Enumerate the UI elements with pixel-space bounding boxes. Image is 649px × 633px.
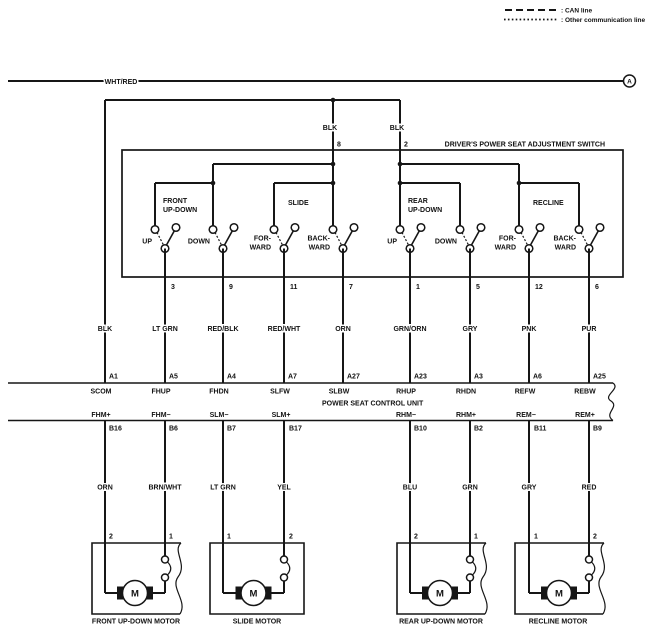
junction-dot — [398, 181, 403, 186]
a-pin: A25 — [593, 373, 606, 381]
motor-left-wires — [105, 421, 529, 594]
signal-rhup: RHUP — [396, 388, 416, 396]
action-down-label: DOWN — [434, 238, 457, 246]
wire-color: LT GRN — [152, 326, 178, 333]
signal-fhup: FHUP — [151, 388, 171, 396]
switch-box-title: DRIVER'S POWER SEAT ADJUSTMENT SWITCH — [444, 141, 605, 149]
b-pin: B9 — [593, 425, 602, 433]
pin-3: 3 — [171, 284, 175, 291]
b-pin: B6 — [169, 425, 178, 433]
pin-9: 9 — [229, 284, 233, 291]
group-slide: SLIDE — [288, 200, 309, 207]
motor-box-torn-edge — [176, 543, 182, 614]
signal-fhdn: FHDN — [209, 388, 229, 396]
motor-name: RECLINE MOTOR — [528, 618, 588, 626]
signal-slfw: SLFW — [270, 388, 290, 396]
junction-dot — [331, 162, 336, 167]
pin-11: 11 — [290, 284, 298, 291]
motor-box-torn-edge — [599, 543, 605, 614]
motor-pin: 1 — [227, 533, 231, 541]
action-backward-l2: WARD — [554, 244, 576, 252]
signal-slbw: SLBW — [328, 388, 350, 396]
motor-pin: 1 — [534, 533, 538, 541]
switch-rear-down — [435, 224, 485, 253]
wire-color: PUR — [581, 326, 597, 333]
action-backward-l1: BACK- — [553, 235, 576, 243]
a-pin: A5 — [169, 373, 178, 381]
wire-color: GRY — [462, 326, 478, 333]
group-recline: RECLINE — [533, 200, 564, 207]
group-rear-updown-l1: REAR — [408, 198, 428, 205]
pin-6: 6 — [595, 284, 599, 291]
motor-pin: 1 — [169, 533, 173, 541]
motor-right-wires — [165, 421, 589, 594]
b-pin: B11 — [534, 425, 547, 433]
left-feed-rails — [155, 164, 333, 230]
switch-front-down — [188, 224, 238, 253]
a-pin: A4 — [227, 373, 236, 381]
motor-pin: 2 — [289, 533, 293, 541]
a-pin: A23 — [414, 373, 427, 381]
signal-rhm-plus: RHM+ — [455, 412, 477, 419]
signal-slm-plus: SLM+ — [271, 412, 291, 419]
motor-name: SLIDE MOTOR — [232, 618, 282, 626]
wire-color: ORN — [335, 326, 351, 333]
a-pin: A7 — [288, 373, 297, 381]
switch-slide-backward — [307, 224, 357, 253]
action-up-label: UP — [387, 238, 397, 246]
signal-rhm-minus: RHM− — [395, 412, 417, 419]
motor-m-label: M — [249, 588, 258, 600]
connector-terminal — [281, 574, 288, 581]
switch-recline-backward — [553, 224, 603, 253]
connector-terminal — [586, 556, 593, 563]
motor-m-label: M — [436, 588, 444, 600]
switch-slide-forward — [250, 224, 299, 253]
signal-slm-minus: SLM− — [209, 412, 229, 419]
connector-arc — [592, 562, 595, 575]
pin-12: 12 — [535, 284, 543, 291]
slide-motor — [210, 543, 304, 626]
signal-refw: REFW — [514, 388, 536, 396]
action-forward-l2: WARD — [249, 244, 271, 252]
motor-pin: 1 — [474, 533, 478, 541]
wire-color: YEL — [277, 484, 291, 492]
pin-7: 7 — [349, 284, 353, 291]
signal-fhm-minus: FHM− — [151, 412, 171, 419]
motor-name: FRONT UP-DOWN MOTOR — [91, 618, 181, 626]
a-pin: A27 — [347, 373, 360, 381]
connector-terminal — [586, 574, 593, 581]
wire-color: RED/WHT — [267, 326, 301, 333]
wire-color: RED/BLK — [207, 326, 239, 333]
signal-rem-plus: REM+ — [575, 412, 595, 419]
switch-output-wires — [98, 249, 599, 384]
connector-arc — [168, 562, 171, 575]
b-pin: B16 — [109, 425, 122, 433]
action-backward-l1: BACK- — [307, 235, 330, 243]
driver-seat-switch-box — [122, 142, 623, 278]
wire-color: LT GRN — [210, 484, 236, 492]
wire-color: BLK — [97, 326, 113, 333]
legend-can-label: : CAN line — [561, 7, 593, 15]
motor-box-torn-edge — [481, 543, 487, 614]
control-unit-title: POWER SEAT CONTROL UNIT — [322, 400, 424, 408]
wht-red-label: WHT/RED — [104, 79, 138, 86]
switch-front-up — [142, 224, 180, 253]
switch-rear-up — [387, 224, 425, 253]
wire-color: ORN — [97, 484, 113, 492]
a-pin: A1 — [109, 373, 118, 381]
output-wires — [165, 249, 589, 384]
wire-color: BRN/WHT — [148, 484, 182, 492]
junction-dot — [331, 181, 336, 186]
motor-name: REAR UP-DOWN MOTOR — [399, 618, 483, 626]
signal-fhm-plus: FHM+ — [91, 412, 111, 419]
group-front-updown-l1: FRONT — [163, 198, 188, 205]
action-forward-l1: FOR- — [253, 235, 271, 243]
junction-dot — [331, 98, 336, 103]
right-feed-rails — [400, 164, 579, 230]
action-forward-l1: FOR- — [498, 235, 516, 243]
wire-color: BLU — [402, 484, 418, 492]
action-backward-l2: WARD — [308, 244, 330, 252]
group-front-updown-l2: UP-DOWN — [163, 207, 198, 214]
b-pin: B7 — [227, 425, 236, 433]
signal-rem-minus: REM− — [516, 412, 536, 419]
power-line — [8, 75, 636, 87]
connector-terminal — [281, 556, 288, 563]
feed-8-pin: 8 — [337, 141, 341, 149]
motor-m-label: M — [131, 588, 139, 600]
feed-8-color: BLK — [322, 125, 338, 132]
pin-1: 1 — [416, 284, 420, 291]
connector-arc — [473, 562, 476, 575]
b-pin: B2 — [474, 425, 483, 433]
connector-terminal — [467, 574, 474, 581]
legend — [504, 8, 646, 25]
junction-dot — [517, 181, 522, 186]
connector-terminal — [162, 556, 169, 563]
action-up-label: UP — [142, 238, 152, 246]
motor-wires — [97, 421, 597, 594]
a-pin: A3 — [474, 373, 483, 381]
wire-color: RED — [581, 484, 597, 492]
b-pin: B10 — [414, 425, 427, 433]
connector-a-label: A — [627, 78, 632, 86]
legend-other-label: : Other communication line — [561, 17, 646, 25]
wire-color: GRN/ORN — [393, 326, 427, 333]
connector-terminal — [162, 574, 169, 581]
unit-torn-edge — [609, 383, 615, 421]
motor-pin: 2 — [109, 533, 113, 541]
wire-color: GRY — [521, 484, 537, 492]
signal-scom: SCOM — [90, 388, 112, 396]
a-pin: A6 — [533, 373, 542, 381]
signal-rebw: REBW — [574, 388, 596, 396]
group-rear-updown-l2: UP-DOWN — [408, 207, 443, 214]
power-seat-control-unit — [8, 374, 615, 433]
feed-2-pin: 2 — [404, 141, 408, 149]
wire-color: GRN — [462, 484, 478, 492]
b-pin: B17 — [289, 425, 302, 433]
connector-arc — [287, 562, 290, 575]
wire-color: PNK — [521, 326, 537, 333]
feed-2-color: BLK — [389, 125, 405, 132]
connector-terminal — [467, 556, 474, 563]
signal-rhdn: RHDN — [455, 388, 477, 396]
junction-dot — [211, 181, 216, 186]
motor-m-label: M — [555, 588, 563, 600]
action-forward-l2: WARD — [494, 244, 516, 252]
motor-pin: 2 — [414, 533, 418, 541]
action-down-label: DOWN — [187, 238, 210, 246]
motor-pin: 2 — [593, 533, 597, 541]
switch-recline-forward — [495, 224, 544, 253]
junction-dot — [398, 162, 403, 167]
pin-5: 5 — [476, 284, 480, 291]
